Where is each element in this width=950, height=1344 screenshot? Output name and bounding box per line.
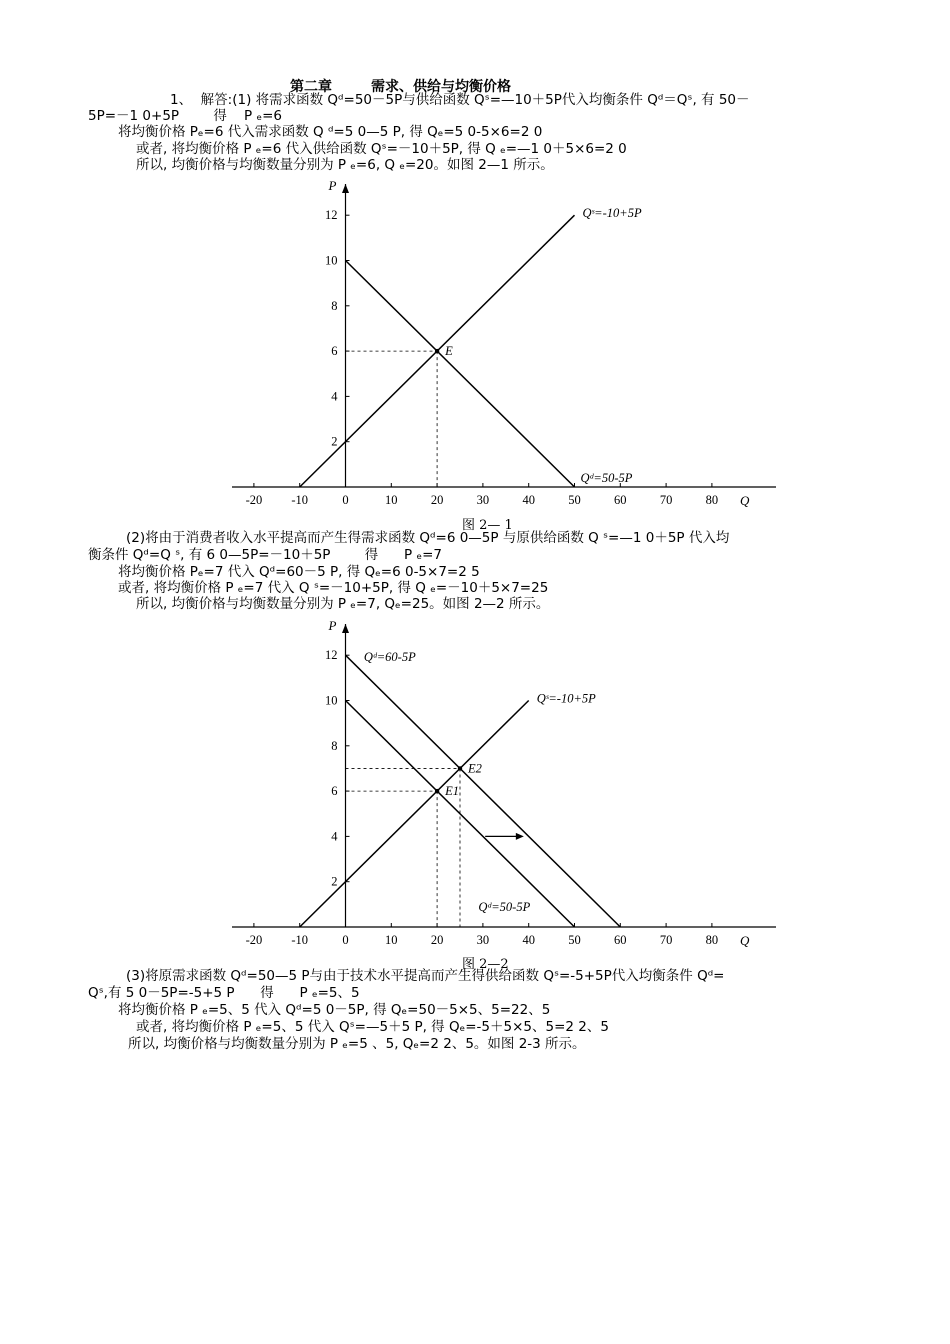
text-line: 所以, 均衡价格与均衡数量分别为 P ₑ=5 、5, Qₑ=2 2、5。如图 2-3 所示。: [128, 1036, 586, 1052]
y-tick-label: 8: [331, 738, 338, 753]
y-tick-label: 6: [331, 784, 338, 799]
equilibrium-label: E2: [468, 761, 482, 776]
text-line: 所以, 均衡价格与均衡数量分别为 P ₑ=6, Q ₑ=20。如图 2—1 所示。: [136, 157, 554, 173]
x-tick-label: 80: [705, 933, 719, 947]
y-tick-label: 2: [331, 874, 338, 889]
text-line: (3)将原需求函数 Qᵈ=50—5 P与由于技术水平提高而产生得供给函数 Qˢ=-5+5P代入均衡条件 Qᵈ=: [126, 968, 725, 984]
equilibrium-label: E: [445, 344, 453, 359]
y-tick-label: 12: [325, 648, 338, 663]
x-tick-label: 50: [568, 933, 581, 947]
x-tick-label: -10: [291, 493, 309, 507]
equilibrium-label: E1: [445, 784, 459, 799]
text-line: 或者, 将均衡价格 P ₑ=7 代入 Q ˢ=－10+5P, 得 Q ₑ=－10＋5×7=25: [118, 580, 549, 596]
y-axis-label: P: [328, 618, 337, 633]
equilibrium-point: [435, 789, 439, 793]
text-line: 将均衡价格 Pₑ=7 代入 Qᵈ=60－5 P, 得 Qₑ=6 0-5×7=2 5: [118, 564, 480, 580]
text-line: 或者, 将均衡价格 P ₑ=6 代入供给函数 Qˢ=－10＋5P, 得 Q ₑ=—1 0＋5×6=2 0: [136, 141, 627, 157]
y-axis-arrow: [342, 184, 349, 193]
x-tick-label: 0: [342, 933, 349, 947]
equilibrium-point: [458, 766, 462, 770]
series-line: [300, 701, 529, 928]
y-tick-label: 4: [331, 829, 338, 844]
figure-caption: 图 2—2: [462, 957, 509, 972]
text-line: 1、 解答:(1) 将需求函数 Qᵈ=50－5P与供给函数 Qˢ=—10＋5P代入均衡条件 Qᵈ＝Qˢ, 有 50－: [170, 92, 750, 108]
text-line: 将均衡价格 P ₑ=5、5 代入 Qᵈ=5 0－5P, 得 Qₑ=50－5×5、5=22、5: [118, 1002, 551, 1018]
y-tick-label: 10: [325, 253, 338, 268]
equilibrium-point: [435, 349, 439, 353]
text-line: Qˢ,有 5 0－5P=-5+5 P 得 P ₑ=5、5: [88, 985, 360, 1001]
figure-caption: 图 2— 1: [462, 518, 513, 533]
text-line: 衡条件 Qᵈ=Q ˢ, 有 6 0—5P=－10＋5P 得 P ₑ=7: [88, 547, 442, 563]
x-tick-label: 80: [705, 493, 719, 507]
x-tick-label: 30: [476, 493, 490, 507]
x-tick-label: 60: [614, 493, 627, 507]
figure-2-1-chart: [0, 170, 950, 515]
y-tick-label: 12: [325, 208, 338, 223]
y-axis-arrow: [342, 624, 349, 633]
y-tick-label: 8: [331, 298, 338, 313]
series-line: [346, 261, 575, 488]
x-axis-label: Q: [740, 933, 750, 948]
shift-arrow-head: [516, 833, 524, 840]
text-line: 将均衡价格 Pₑ=6 代入需求函数 Q ᵈ=5 0—5 P, 得 Qₑ=5 0-5×6=2 0: [118, 124, 543, 140]
y-axis-label: P: [328, 178, 337, 193]
x-tick-label: 20: [430, 493, 444, 507]
x-tick-label: 0: [342, 493, 349, 507]
y-tick-label: 6: [331, 344, 338, 359]
figure-2-2-chart: [0, 610, 950, 955]
x-tick-label: -20: [245, 493, 263, 507]
series-label: Qˢ=-10+5P: [536, 691, 596, 706]
series-label: Qᵈ=50-5P: [580, 471, 633, 485]
text-line: (2)将由于消费者收入水平提高而产生得需求函数 Qᵈ=6 0—5P 与原供给函数 Q ˢ=—1 0＋5P 代入均: [126, 530, 730, 546]
x-tick-label: 40: [522, 933, 535, 947]
x-tick-label: 70: [659, 493, 673, 507]
y-tick-label: 2: [331, 434, 338, 449]
y-tick-label: 4: [331, 389, 338, 404]
x-axis-label: Q: [740, 493, 750, 508]
text-line: 或者, 将均衡价格 P ₑ=5、5 代入 Qˢ=—5＋5 P, 得 Qₑ=-5＋5×5、5=2 2、5: [136, 1019, 609, 1035]
x-tick-label: 20: [430, 933, 444, 947]
x-tick-label: 70: [659, 933, 673, 947]
chapter-title: 第二章 需求、供给与均衡价格: [290, 79, 511, 95]
series-label: Qˢ=-10+5P: [582, 206, 642, 221]
text-line: 所以, 均衡价格与均衡数量分别为 P ₑ=7, Qₑ=25。如图 2—2 所示。: [136, 596, 550, 612]
series-label: Qᵈ=60-5P: [363, 650, 416, 665]
x-tick-label: -20: [245, 933, 263, 947]
text-line: 5P=－1 0+5P 得 P ₑ=6: [88, 108, 283, 124]
x-tick-label: 10: [385, 493, 398, 507]
x-tick-label: 10: [385, 933, 398, 947]
x-tick-label: -10: [291, 933, 309, 947]
x-tick-label: 50: [568, 493, 581, 507]
x-tick-label: 60: [614, 933, 627, 947]
series-label: Qᵈ=50-5P: [478, 900, 531, 914]
series-line: [346, 701, 575, 928]
x-tick-label: 30: [476, 933, 490, 947]
y-tick-label: 10: [325, 693, 338, 708]
x-tick-label: 40: [522, 493, 535, 507]
